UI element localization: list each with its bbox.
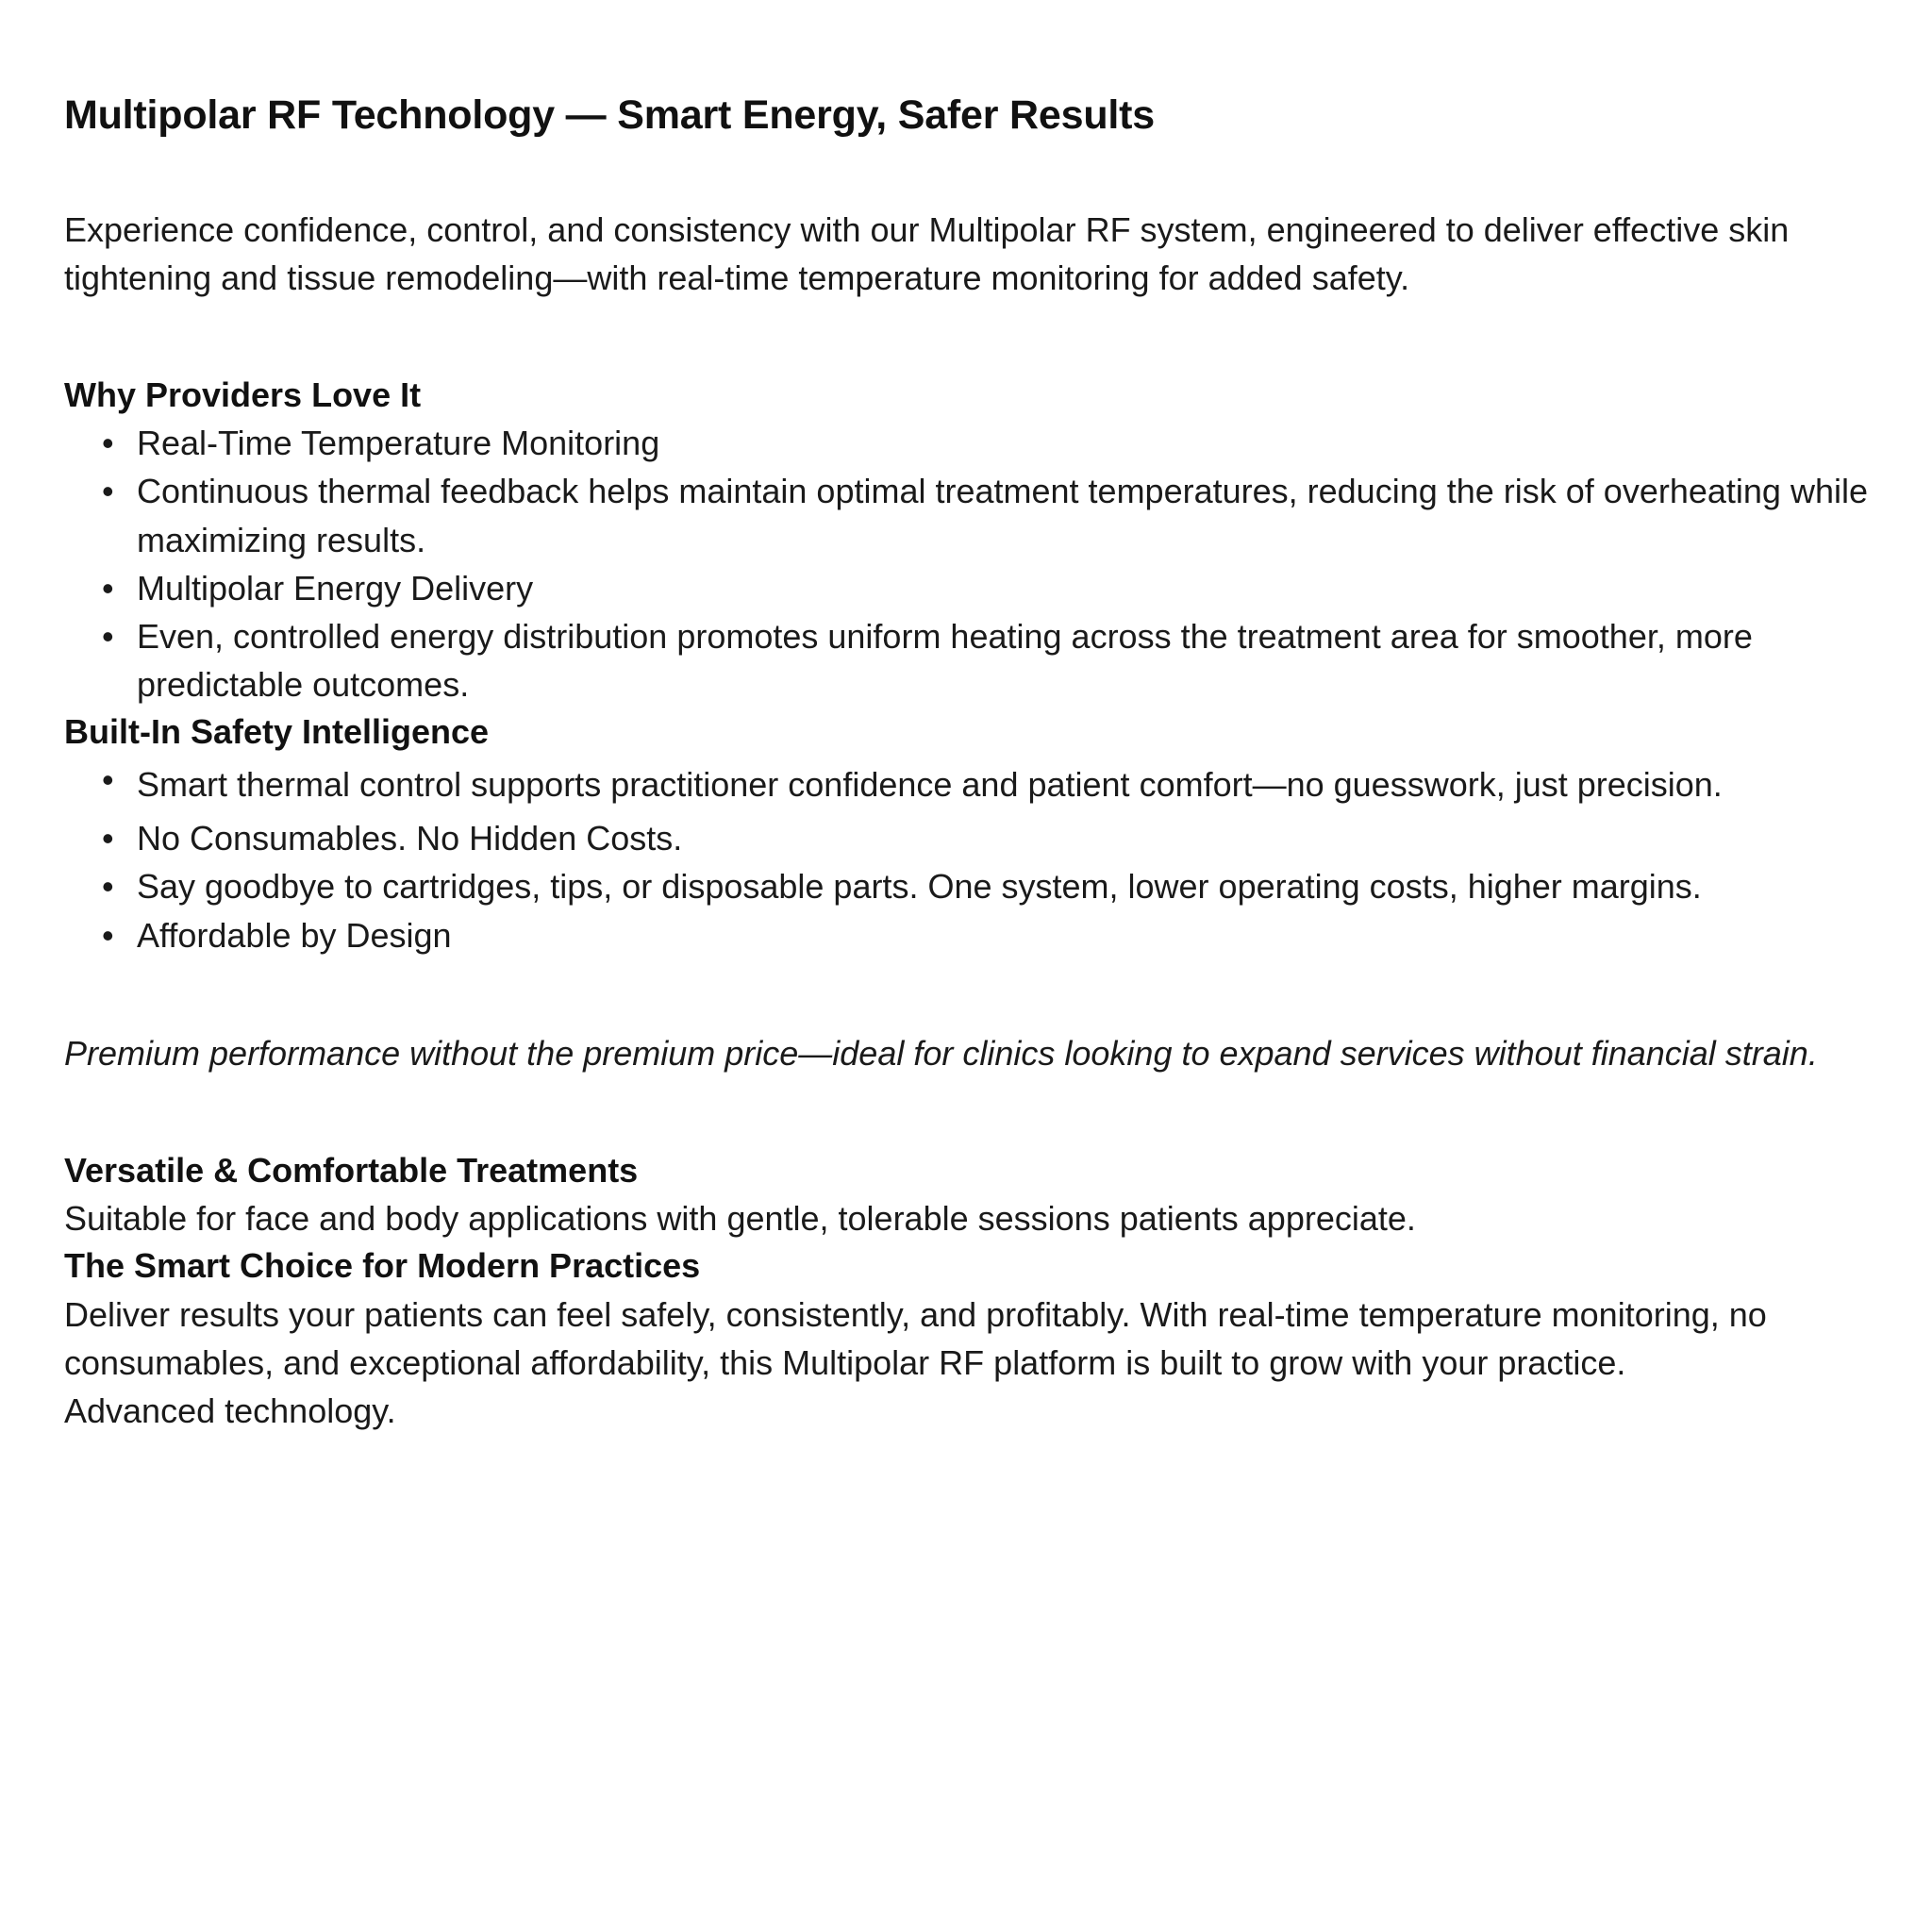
list-item: • Continuous thermal feedback helps maintain optimal treatment temperatures, reducing the risk of overheating while maximizing results. — [64, 467, 1875, 563]
smart-choice-body: Deliver results your patients can feel safely, consistently, and profitably. With real-time temperature monitoring, no consumables, and exceptional affordability, this Multipolar RF platform is built to grow with your practice. — [64, 1294, 1767, 1382]
list-item: • Say goodbye to cartridges, tips, or disposable parts. One system, lower operating costs, higher margins. — [64, 862, 1875, 910]
list-item: • Even, controlled energy distribution promotes uniform heating across the treatment area for smoother, more predictable outcomes. — [64, 612, 1875, 708]
spacer — [64, 959, 1875, 1029]
premium-note: Premium performance without the premium price—ideal for clinics looking to expand services without financial strain. — [64, 1033, 1818, 1073]
list-item: • Real-Time Temperature Monitoring — [64, 419, 1875, 467]
safety-list — [64, 756, 1875, 958]
intro-paragraph: Experience confidence, control, and consistency with our Multipolar RF system, engineered to deliver effective skin tightening and tissue remodeling—with real-time temperature monitoring for added safety. — [64, 209, 1790, 297]
section-heading-smart-choice: The Smart Choice for Modern Practices — [64, 1246, 701, 1286]
list-item: • Multipolar Energy Delivery — [64, 564, 1875, 612]
why-providers-list — [64, 419, 1875, 708]
closing-line: Advanced technology. — [64, 1391, 396, 1430]
list-item: • Smart thermal control supports practitioner confidence and patient comfort—no guesswork, just precision. — [64, 756, 1875, 814]
list-item: • No Consumables. No Hidden Costs. — [64, 814, 1875, 862]
versatile-body: Suitable for face and body applications with gentle, tolerable sessions patients appreciate. — [64, 1199, 1416, 1239]
page-title: Multipolar RF Technology — Smart Energy, Safer Results — [64, 92, 1155, 138]
section-heading-versatile: Versatile & Comfortable Treatments — [64, 1150, 639, 1190]
section-heading-why-providers: Why Providers Love It — [64, 375, 422, 414]
section-heading-safety: Built-In Safety Intelligence — [64, 712, 490, 752]
list-item: • Affordable by Design — [64, 911, 1875, 959]
spacer — [64, 1077, 1875, 1147]
closing-sections — [64, 1147, 1875, 1435]
